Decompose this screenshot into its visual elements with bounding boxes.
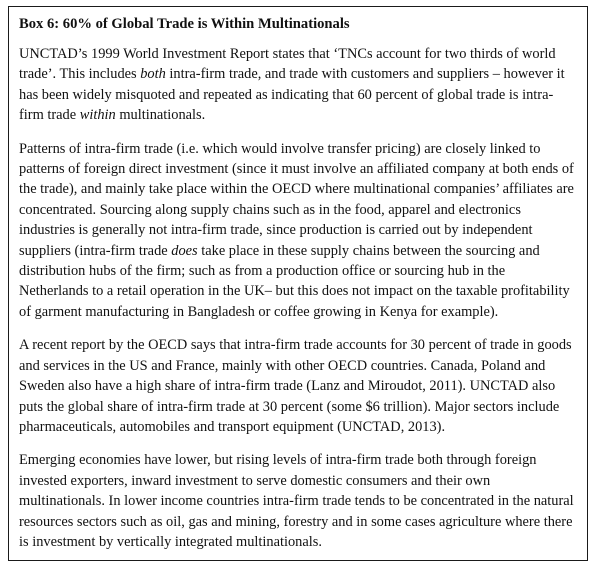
body-paragraph xyxy=(19,335,577,437)
paragraph-text: UNCTAD’s 1999 World Investment Report states that ‘TNCs account for two thirds of world trade’. This includes xyxy=(19,46,556,83)
paragraph-text: Emerging economies have lower, but rising levels of intra-firm trade both through foreign invested exporters, inward investment to serve domestic consumers and their own multinationals. In lower income countries intra-firm trade tends to be concentrated in the natural resources sectors such as oil, gas and mining, forestry and in some cases agriculture where there is investment by vertically integrated multinationals. xyxy=(19,452,574,550)
paragraph-text: multinationals. xyxy=(115,107,206,124)
box-title: Box 6: 60% of Global Trade is Within Multinationals xyxy=(19,16,350,32)
body-paragraph xyxy=(19,44,577,126)
box-body xyxy=(19,44,577,552)
paragraph-text: intra-firm trade, and trade with customers and suppliers – however it has been widely misquoted and repeated as indicating that 60 percent of global trade is intra-firm trade xyxy=(19,66,565,124)
body-paragraph xyxy=(19,139,577,323)
text-box xyxy=(8,6,588,561)
paragraph-text: Patterns of intra-firm trade (i.e. which would involve transfer pricing) are closely linked to patterns of foreign direct investment (since it must involve an affiliated company at both ends of the trade), and mainly take place within the OECD where multinational companies’ affiliates are concentrated. Sourcing along supply chains such as in the food, apparel and electronics industries is generally not intra-firm trade, since production is carried out by independent suppliers (intra-firm trade xyxy=(19,140,574,259)
body-paragraph xyxy=(19,450,577,552)
emphasis-text: within xyxy=(79,107,116,124)
emphasis-text: does xyxy=(171,242,198,259)
emphasis-text: both xyxy=(140,66,166,83)
paragraph-text: A recent report by the OECD says that intra-firm trade accounts for 30 percent of trade in goods and services in the US and France, mainly with other OECD countries. Canada, Poland and Sweden also have a high share of intra-firm trade (Lanz and Miroudot, 2011). UNCTAD also puts the global share of intra-firm trade at 30 percent (some $6 trillion). Major sectors include pharmaceuticals, automobiles and transport equipment (UNCTAD, 2013). xyxy=(19,337,572,435)
paragraph-text: take place in these supply chains between the sourcing and distribution hubs of the firm; such as from a production office or sourcing hub in the Netherlands to a retail operation in the UK– but this does not impact on the taxable profitability of garment manufacturing in Bangladesh or coffee growing in Kenya for example). xyxy=(19,242,570,320)
